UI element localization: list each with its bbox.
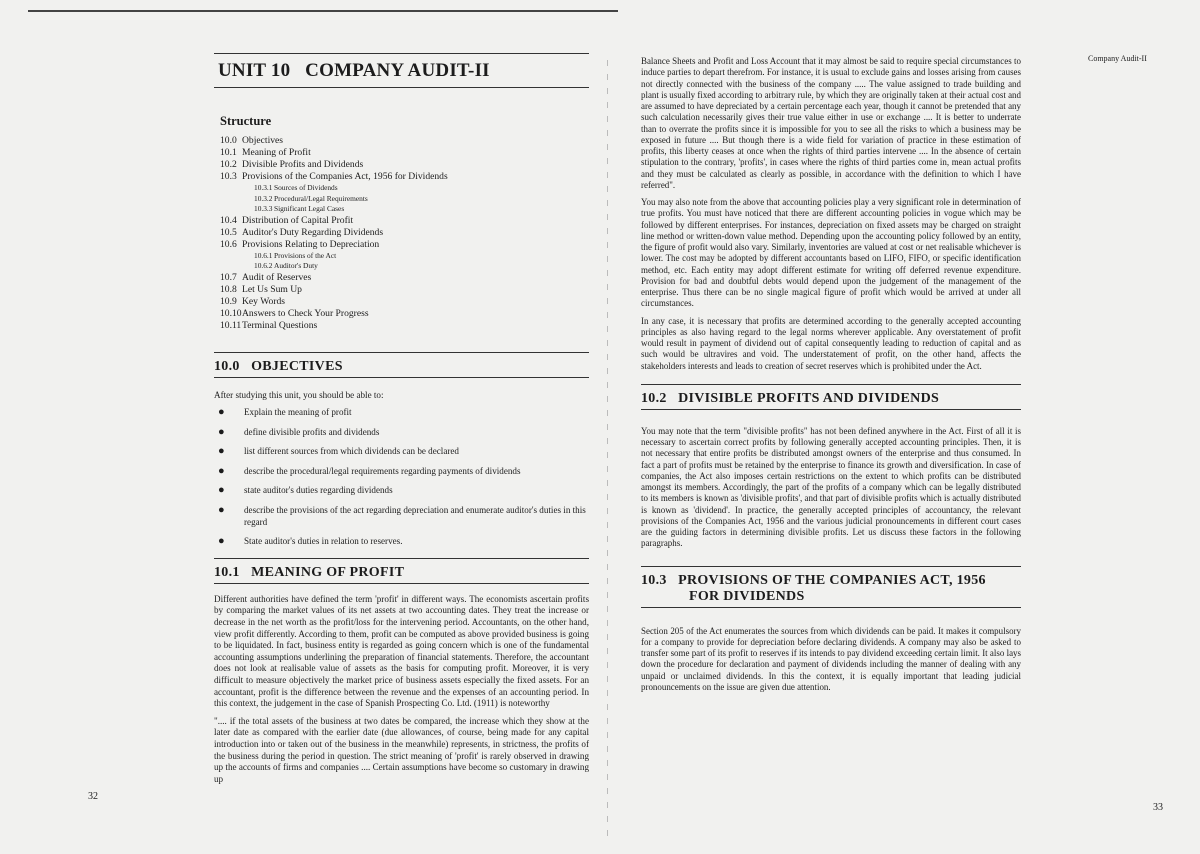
toc-item-number: 10.6.2 [254,261,273,270]
toc-item-number: 10.2 [220,159,237,170]
objective-item [214,466,589,478]
bullet-icon: ● [218,406,225,419]
toc-item [220,284,589,296]
right-paragraph-3: In any case, it is necessary that profits are determined according to the generally accepted accounting principles as also having regard to the legal norms wherever applicable. Any overstatement of profit would result in payment of dividend out of capital consequently leading to reduction of capital and as such would be ultravires and void. The understatement of profit, on the other hand, affects the stakeholders interests and leads to creation of secret reserves which is prohibited under the Act. [641,315,1021,371]
right-page-number: 33 [1153,802,1163,813]
objective-text: define divisible profits and dividends [244,426,380,437]
toc-item [220,227,589,239]
objective-text: describe the procedural/legal requirements regarding payments of dividends [244,465,521,476]
toc-item-label: Meaning of Profit [242,147,311,158]
toc-item [220,320,589,332]
toc-item-number: 10.9 [220,295,237,307]
toc-item [220,239,589,251]
toc-item-number: 10.8 [220,283,237,295]
left-page [214,50,589,791]
title-rule-bottom [214,87,589,88]
toc-item-number: 10.6.1 [254,250,273,260]
toc-item-number: 10.4 [220,214,237,226]
toc-item [220,215,589,227]
toc-item [220,147,589,159]
toc-item-label: Auditor's Duty Regarding Dividends [242,226,384,238]
toc-item-label: Provisions of the Act [274,250,337,260]
objectives-intro: After studying this unit, you should be able to: [214,389,384,400]
toc-item-label: Distribution of Capital Profit [242,214,354,226]
bullet-icon: ● [218,445,225,458]
toc-item-label: Key Words [242,295,286,307]
toc-item-label: Auditor's Duty [274,261,318,270]
toc-item [220,308,589,320]
toc-item-label: Let Us Sum Up [242,283,302,295]
divisible-paragraph: You may note that the term "divisible profits" has not been defined anywhere in the Act. First of all it is necessary to ascertain correct profits by following generally accepted accounting principles. Then, it is not necessary that entire profits be distributed amongst owners of the enterprise and thus consumed. In fact a part of profits must be retained by the enterprise to finance its growth and diversification. In case of companies, the Act also imposes certain restrictions on the extent to which profits can be distributed amongst its members. Accordingly, the part of the profits of a company which can be legally distributed to its members is known as 'divisible profits', and that part of divisible profits which is actually distributed is known as 'dividend'. In practice, the generally accepted principles of accountancy, the relevant provisions of the Companies Act, 1956 and the various judicial pronouncements in different court cases are the guiding factors in determining divisible profits. Let us discuss these factors in the following paragraphs. [641,425,1021,549]
toc-item [220,135,589,147]
toc-item-label: Provisions of the Companies Act, 1956 for Dividends [242,171,448,182]
toc-item-label: Procedural/Legal Requirements [274,193,368,203]
running-head: Company Audit-II [1088,54,1147,63]
objectives-heading: 10.0 OBJECTIVES [214,358,343,374]
toc-item [220,296,589,308]
toc-item-number: 10.3.1 [254,183,273,192]
toc-item-number: 10.10 [220,307,242,319]
toc-item-number: 10.3 [220,171,237,182]
toc-item [220,272,589,284]
objective-text: Explain the meaning of profit [244,407,352,418]
meaning-heading: 10.1 MEANING OF PROFIT [214,564,405,580]
toc-item [254,194,589,205]
provisions-section [641,566,1021,694]
toc-item [220,159,589,171]
bullet-icon: ● [218,535,225,548]
objective-item [214,446,589,458]
table-of-contents [220,135,589,332]
top-scan-line [28,10,618,12]
objective-text: state auditor's duties regarding dividends [244,485,393,496]
objective-text: list different sources from which dividends can be declared [244,446,459,457]
bullet-icon: ● [218,425,225,438]
page-gutter [607,60,608,840]
toc-item-label: Divisible Profits and Dividends [242,159,364,170]
divisible-heading: 10.2 DIVISIBLE PROFITS AND DIVIDENDS [641,390,940,406]
right-paragraph-2: You may also note from the above that accounting policies play a very significant role in determination of true profits. You must have noticed that there are different accounting policies in vogue which may be followed by different enterprises. For instances, depreciation on fixed assets may be charged on straight line method or written-down value method. Depending upon the accounting policy followed by an entity, the figure of profit would also vary. Similarly, inventories are valued at cost or net realisable whichever is lower. The cost may be adopted by different accountants based on LIFO, FIFO, or specific identification method, etc. Each entity may adopt different estimate for writing off deferred revenue expenditure. Provision for bad and doubtful debts would depend upon the judgement of the management of the enterprise. Thus there can be no single magical figure of profit which would be arrived at under all circumstances. [641,197,1021,309]
objective-item [214,505,589,528]
toc-item-label: Terminal Questions [242,319,318,331]
objective-item [214,427,589,439]
toc-item-label: Provisions Relating to Depreciation [242,238,380,250]
bullet-icon: ● [218,504,225,517]
left-page-number: 32 [88,791,98,802]
objective-item [214,485,589,497]
meaning-paragraph-1: Different authorities have defined the term 'profit' in different ways. The economists ascertain profits by comparing the market values of its net assets at two accounting dates. They treat the increase or decrease in the net worth as the profit/loss for the intervening period. Accountants, on the other hand, view profit differently. According to them, profit can be computed as above provided business is going to be liquidated. In fact, business entity is regarded as going concern which is one of the fundamental accounting assumptions underlining the preparation of financial statements. Therefore, the accountant does not look at realisable value of assets as the basis for computing profit. Moreover, it is very difficult to measure objectively the market price of business assets especially the fixed assets. For an accountant, profit is the difference between the revenue and the expenses of an accounting period. In this context, the judgement in the case of Spanish Prospecting Co. Ltd. (1911) is noteworthy [214,593,589,709]
objectives-list [214,407,589,548]
title-rule-top [214,53,589,54]
toc-item-label: Audit of Reserves [242,271,312,283]
toc-item-number: 10.3.3 [254,204,273,213]
objective-text: describe the provisions of the act regarding depreciation and enumerate auditor's duties in this regard [244,505,586,527]
provisions-heading-line-2: FOR DIVIDENDS [689,588,805,604]
toc-item-number: 10.5 [220,226,237,238]
toc-item-number: 10.7 [220,271,237,283]
toc-item-label: Answers to Check Your Progress [242,307,369,319]
objective-item [214,407,589,419]
meaning-paragraph-2: ".... if the total assets of the business at two dates be compared, the increase which they show at the later date as compared with the earlier date (due allowances, of course, being made for any capital introduction into or taken out of the business in the meanwhile) represents, in strictness, the profits of the business during the period in question. The strict meaning of 'profit' is rarely observed in drawing up the accounts of firms and companies .... Certain assumptions have become so customary in drawing up [214,715,589,784]
unit-title: UNIT 10 COMPANY AUDIT-II [218,60,490,81]
right-paragraph-1: Balance Sheets and Profit and Loss Account that it may almost be said to require special circumstances to induce parties to depart therefrom. For instance, it is usual to exclude gains and losses arising from causes not directly connected with the business of the company ..... The value assigned to trade building and plant is usually fixed according to arbitrary rule, by which they are originally taken at their actual cost and are assumed to have depreciated by a certain percentage each year, though it cannot be pretended that any such calculation necessarily gives their true value either in use or exchange .... It is better to underrate than to overrate the profits since it is impossible for you to see all the risks to which a business may be exposed in future .... But though there is a wide field for variation of practice in these estimation of profits, this liberty ceases at once when the rights of third parties intervene .... In the absence of certain stipulation to the contrary, 'profits', in cases where the rights of third parties come in, mean actual profits and they must be calculated as clearly as possible, in accordance with the definition to which I have referred". [641,56,1021,190]
toc-item [254,251,589,262]
toc-item-number: 10.0 [220,135,237,146]
provisions-heading-line-1: 10.3 PROVISIONS OF THE COMPANIES ACT, 1956 [641,572,986,588]
toc-item-number: 10.3.2 [254,193,273,203]
bullet-icon: ● [218,484,225,497]
toc-item-label: Significant Legal Cases [274,204,345,213]
toc-item [220,171,589,183]
toc-item-number: 10.11 [220,319,242,331]
structure-heading: Structure [220,114,272,128]
objective-text: State auditor's duties in relation to reserves. [244,536,403,547]
divisible-section [641,384,1021,550]
toc-item-number: 10.6 [220,238,237,250]
toc-item-label: Sources of Dividends [274,183,338,192]
toc-item [254,261,589,272]
right-page [641,56,1021,699]
objective-item [214,536,589,548]
toc-item [254,183,589,194]
provisions-paragraph: Section 205 of the Act enumerates the sources from which dividends can be paid. It makes it compulsory for a company to provide for depreciation before declaring dividends. A company may also be asked to transfer some part of its profit to reserves if its intends to pay dividend exceeding certain limit. It also lays down the procedure for declaration and payment of dividends including the manner of dealing with any unpaid or unclaimed dividends. In this the context, it is equally important that leading judicial pronouncements on the issue are given due attention. [641,625,1021,692]
toc-item [254,204,589,215]
objectives-section [214,352,589,548]
toc-item-label: Objectives [242,135,284,146]
meaning-section [214,558,589,786]
bullet-icon: ● [218,464,225,477]
toc-item-number: 10.1 [220,147,237,158]
